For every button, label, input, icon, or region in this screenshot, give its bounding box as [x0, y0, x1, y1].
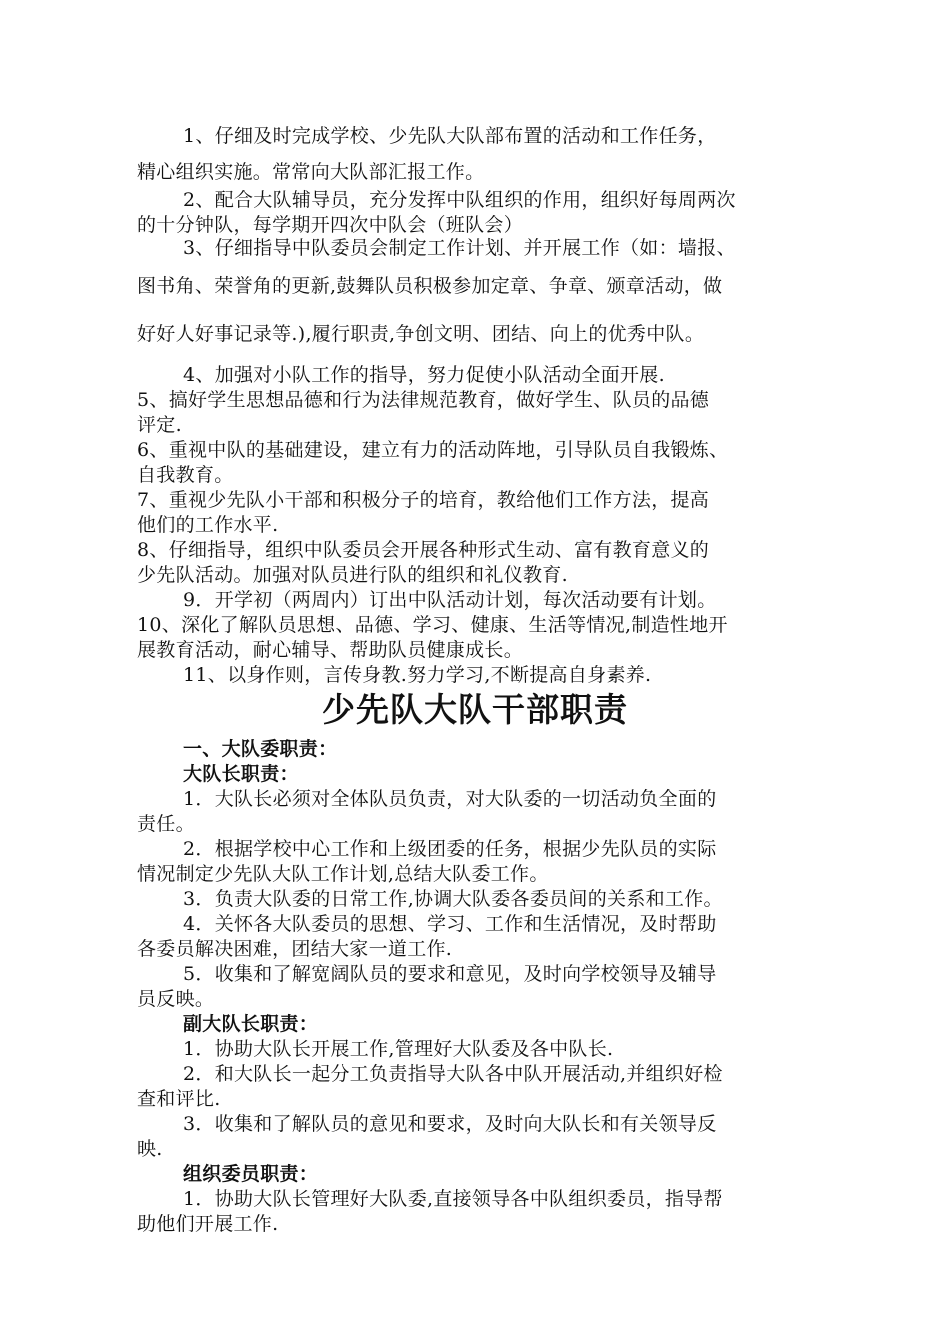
paragraph-line: 5、搞好学生思想品德和行为法律规范教育，做好学生、队员的品德 — [137, 389, 710, 411]
paragraph-line: 助他们开展工作. — [137, 1213, 279, 1235]
subsection-heading: 组织委员职责： — [183, 1163, 319, 1185]
paragraph-line: 映. — [137, 1138, 163, 1160]
subsection-heading: 大队长职责： — [183, 763, 299, 785]
paragraph-line: 10、深化了解队员思想、品德、学习、健康、生活等情况,制造性地开 — [137, 614, 728, 636]
paragraph-line: 1．协助大队长管理好大队委,直接领导各中队组织委员，指导帮 — [183, 1188, 723, 1210]
paragraph-line: 各委员解决困难，团结大家一道工作. — [137, 938, 453, 960]
paragraph-line: 9．开学初（两周内）订出中队活动计划，每次活动要有计划。 — [183, 589, 717, 611]
paragraph-line: 评定. — [137, 414, 182, 436]
paragraph-line: 图书角、荣誉角的更新,鼓舞队员积极参加定章、争章、颁章活动，做 — [137, 275, 723, 297]
paragraph-line: 1．大队长必须对全体队员负责，对大队委的一切活动负全面的 — [183, 788, 717, 810]
paragraph-line: 员反映。 — [137, 988, 215, 1010]
page-title: 少先队大队干部职责 — [322, 690, 628, 729]
subsection-heading: 副大队长职责： — [183, 1013, 319, 1035]
paragraph-line: 2．根据学校中心工作和上级团委的任务，根据少先队员的实际 — [183, 838, 717, 860]
paragraph-line: 3．收集和了解队员的意见和要求，及时向大队长和有关领导反 — [183, 1113, 717, 1135]
paragraph-line: 2．和大队长一起分工负责指导大队各中队开展活动,并组织好检 — [183, 1063, 723, 1085]
paragraph-line: 情况制定少先队大队工作计划,总结大队委工作。 — [137, 863, 549, 885]
paragraph-line: 8、仔细指导，组织中队委员会开展各种形式生动、富有教育意义的 — [137, 539, 710, 561]
paragraph-line: 少先队活动。加强对队员进行队的组织和礼仪教育. — [137, 564, 568, 586]
paragraph-line: 6、重视中队的基础建设，建立有力的活动阵地，引导队员自我锻炼、 — [137, 439, 729, 461]
paragraph-line: 3、仔细指导中队委员会制定工作计划、并开展工作（如：墙报、 — [183, 237, 736, 259]
paragraph-line: 查和评比. — [137, 1088, 221, 1110]
paragraph-line: 精心组织实施。常常向大队部汇报工作。 — [137, 161, 485, 183]
paragraph-line: 1．协助大队长开展工作,管理好大队委及各中队长. — [183, 1038, 614, 1060]
paragraph-line: 11、以身作则，言传身教.努力学习,不断提高自身素养. — [183, 664, 652, 686]
paragraph-line: 的十分钟队，每学期开四次中队会（班队会） — [137, 214, 524, 236]
paragraph-line: 他们的工作水平. — [137, 514, 279, 536]
paragraph-line: 4、加强对小队工作的指导，努力促使小队活动全面开展. — [183, 364, 665, 386]
paragraph-line: 2、配合大队辅导员，充分发挥中队组织的作用，组织好每周两次 — [183, 189, 736, 211]
section-heading: 一、大队委职责： — [183, 738, 338, 760]
paragraph-line: 责任。 — [137, 813, 195, 835]
paragraph-line: 5．收集和了解宽阔队员的要求和意见，及时向学校领导及辅导 — [183, 963, 717, 985]
paragraph-line: 展教育活动，耐心辅导、帮助队员健康成长。 — [137, 639, 524, 661]
paragraph-line: 3．负责大队委的日常工作,协调大队委各委员间的关系和工作。 — [183, 888, 723, 910]
paragraph-line: 1、仔细及时完成学校、少先队大队部布置的活动和工作任务， — [183, 125, 717, 147]
paragraph-line: 好好人好事记录等.),履行职责,争创文明、团结、向上的优秀中队。 — [137, 323, 705, 345]
paragraph-line: 自我教育。 — [137, 464, 234, 486]
paragraph-line: 4．关怀各大队委员的思想、学习、工作和生活情况，及时帮助 — [183, 913, 717, 935]
paragraph-line: 7、重视少先队小干部和积极分子的培育，教给他们工作方法，提高 — [137, 489, 710, 511]
